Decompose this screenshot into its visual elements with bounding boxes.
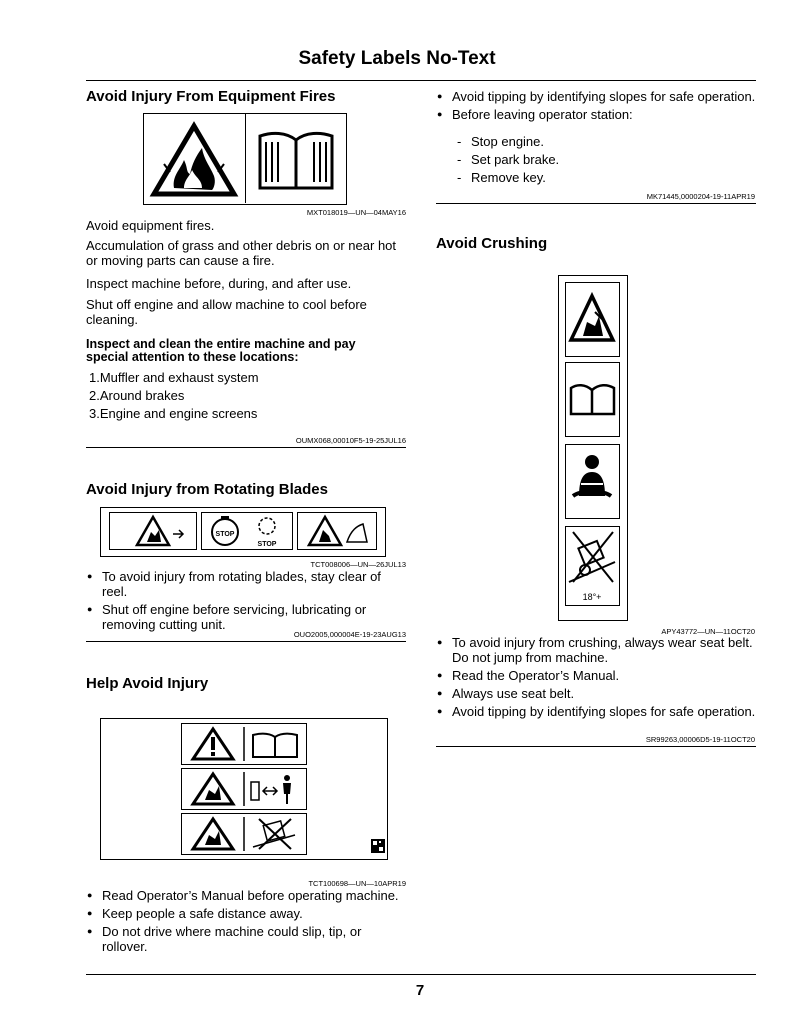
title-rule: [86, 80, 756, 81]
blades-image-ref: TCT008006—UN—26JUL13: [310, 560, 406, 569]
help-bullets: [86, 888, 406, 957]
page-number: 7: [415, 982, 425, 999]
list-item: ● Read the Operator’s Manual.: [436, 668, 766, 683]
list-item: ● To avoid injury from rotating blades, stay clear of reel.: [86, 569, 406, 599]
crushing-rule: [436, 746, 756, 747]
help-heading: Help Avoid Injury: [86, 675, 209, 692]
help-image-ref: TCT100698—UN—10APR19: [308, 879, 406, 888]
list-item: - Remove key.: [455, 170, 755, 185]
fires-doc-ref: OUMX068,00010F5-19-25JUL16: [295, 436, 406, 445]
help-avoid-injury-label: [100, 718, 388, 860]
tipping-bullets: [436, 89, 766, 125]
blades-rule: [86, 641, 406, 642]
list-item: ● Read Operator’s Manual before operating machine.: [86, 888, 406, 903]
slope-rollover-icon: [565, 526, 620, 606]
stop-label-1: STOP: [215, 531, 235, 538]
list-item: ● To avoid injury from crushing, always wear seat belt. Do not jump from machine.: [436, 635, 766, 665]
list-item: 1.Muffler and exhaust system: [89, 370, 259, 385]
list-item: ● Always use seat belt.: [436, 686, 766, 701]
crushing-bullets: [436, 635, 766, 722]
warning-manual-icon: [181, 723, 307, 765]
operator-manual-icon: [246, 114, 346, 202]
footer-rule: [86, 974, 756, 975]
reel-warning-icon: [297, 512, 377, 550]
blades-bullets: [86, 569, 406, 635]
blades-doc-ref: OUO2005,000004E-19-23AUG13: [293, 630, 406, 639]
blade-warning-icon: [109, 512, 197, 550]
list-item: - Stop engine.: [455, 134, 755, 149]
qr-code-icon: [371, 839, 385, 853]
page-title: Safety Labels No-Text: [298, 48, 496, 69]
slope-label: 18°+: [582, 592, 602, 602]
tipping-doc-ref: MK71445,0000204-19-11APR19: [646, 192, 755, 201]
fires-p1: Avoid equipment fires.: [86, 218, 215, 233]
safe-distance-icon: [181, 768, 307, 810]
operator-manual-icon: [565, 362, 620, 437]
list-item: ● Before leaving operator station:: [436, 107, 766, 122]
crushing-image-ref: APY43772—UN—11OCT20: [661, 627, 755, 636]
stop-engine-icon: [201, 512, 293, 550]
seat-belt-icon: [565, 444, 620, 519]
crushing-heading: Avoid Crushing: [436, 235, 548, 252]
list-item: ● Shut off engine before servicing, lubricating or removing cutting unit.: [86, 602, 406, 632]
list-item: ● Keep people a safe distance away.: [86, 906, 406, 921]
fires-p4: Shut off engine and allow machine to cool before cleaning.: [86, 297, 367, 327]
crushing-safety-label: [558, 275, 628, 621]
blades-heading: Avoid Injury from Rotating Blades: [86, 481, 328, 498]
fires-heading: Avoid Injury From Equipment Fires: [86, 88, 336, 105]
fires-p2: Accumulation of grass and other debris on or near hot or moving parts can cause a fire.: [86, 238, 397, 268]
fire-warning-icon: [144, 114, 244, 202]
fire-safety-label: [143, 113, 347, 205]
tipping-rule: [436, 203, 756, 204]
fires-rule: [86, 447, 406, 448]
fires-bold-note: Inspect and clean the entire machine and pay special attention to these locations:: [86, 337, 356, 364]
list-item: ● Avoid tipping by identifying slopes for safe operation.: [436, 89, 766, 104]
rotating-blades-label: [100, 507, 386, 557]
list-item: ● Avoid tipping by identifying slopes for safe operation.: [436, 704, 766, 719]
crushing-doc-ref: SR99263,00006D5-19-11OCT20: [645, 735, 755, 744]
rollover-warning-icon: [181, 813, 307, 855]
list-item: 2.Around brakes: [89, 388, 185, 403]
list-item: - Set park brake.: [455, 152, 755, 167]
list-item: 3.Engine and engine screens: [89, 406, 258, 421]
stop-label-2: STOP: [257, 541, 277, 548]
fires-locations-list: [89, 370, 389, 424]
tipping-dash-list: [455, 134, 755, 188]
fires-image-ref: MXT018019—UN—04MAY16: [306, 208, 406, 217]
crush-warning-icon: [565, 282, 620, 357]
list-item: ● Do not drive where machine could slip, tip, or rollover.: [86, 924, 406, 954]
fires-p3: Inspect machine before, during, and after use.: [86, 276, 352, 291]
